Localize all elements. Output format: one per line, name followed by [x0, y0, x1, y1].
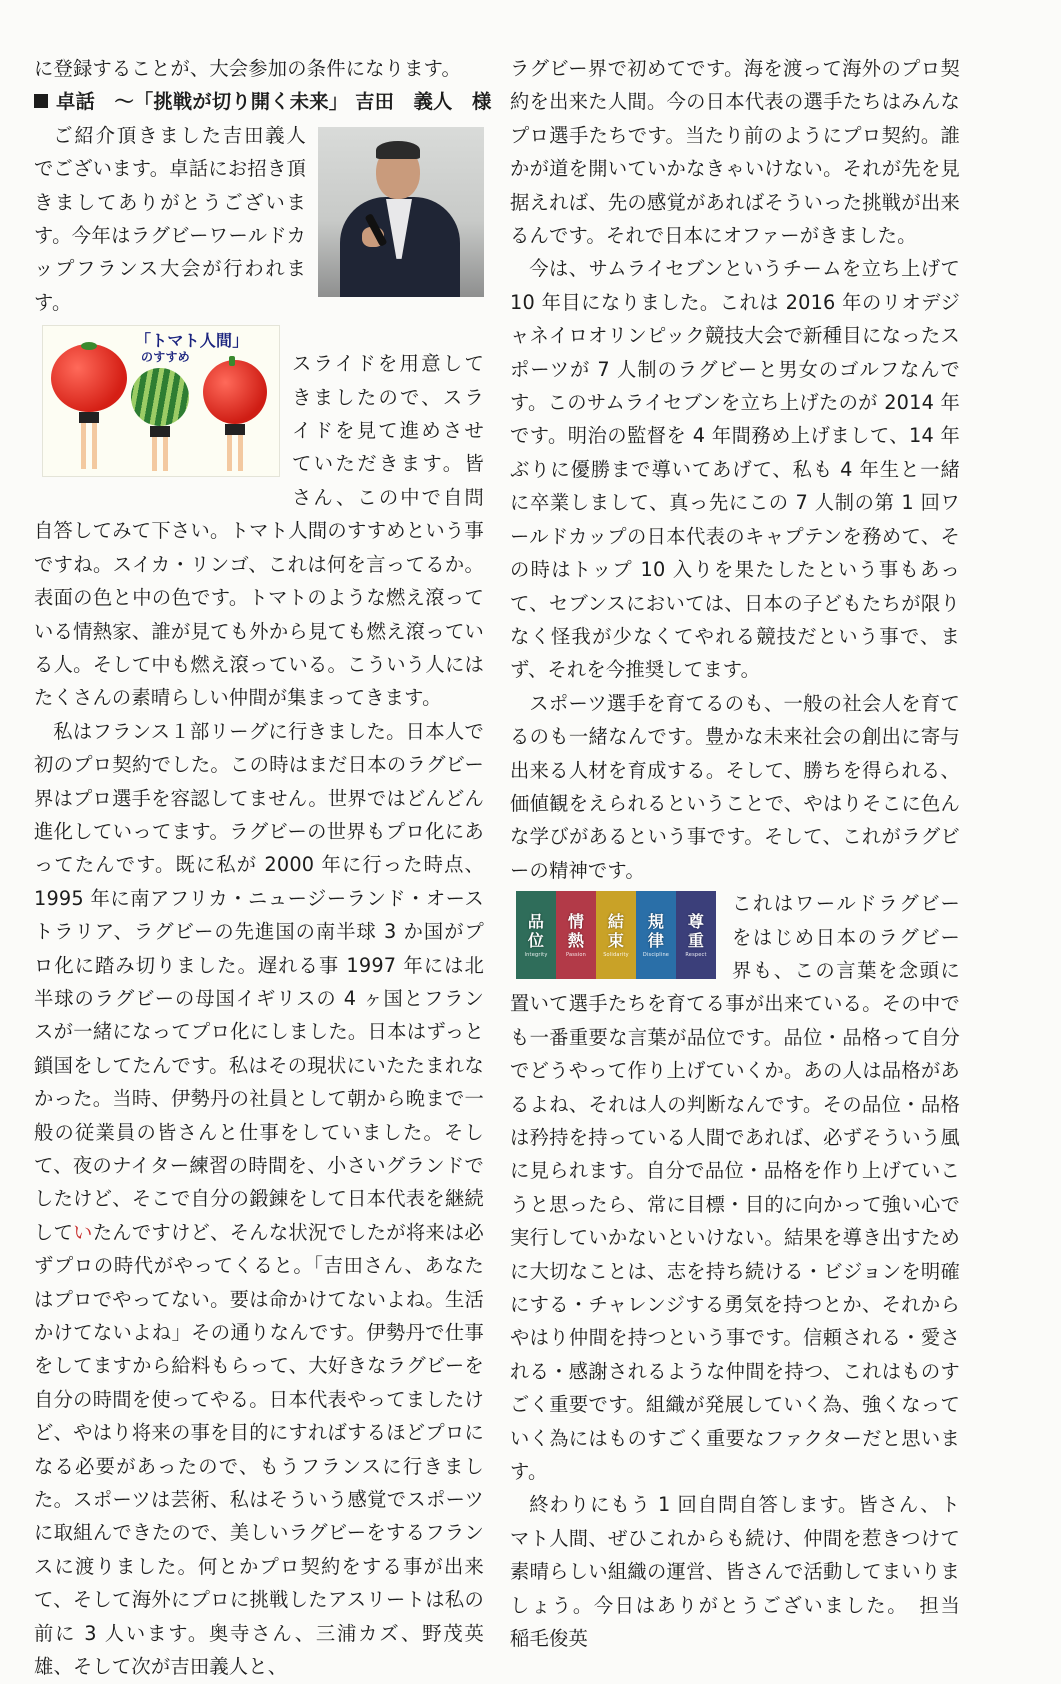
- right-paragraph-1: ラグビー界で初めてです。海を渡って海外のプロ契約を出来た人間。今の日本代表の選手たちはみんなプロ選手たちです。当たり前のようにプロ契約。誰かが道を開いていかなきゃいけない。それが先を見据えれば、先の感覚があればそういった挑戦が出来るんです。それで日本にオファーがきました。: [510, 57, 960, 248]
- left-paragraph-2: スライドを用意してきましたので、スライドを見て進めさせていただきます。皆さん、この中で自問自答してみて下さい。トマト人間のすすめという事ですね。スイカ・リンゴ、これは何を言ってるか。表面の色と中の色です。トマトのような燃え滾っている情熱家、誰が見ても外から見ても燃え滾っている人。そして中も燃え滾っている。こういう人にはたくさんの素晴らしい仲間が集まってきます。: [34, 352, 484, 710]
- value-solidarity: 結 束 Solidarity: [596, 891, 636, 979]
- left-paragraph-1: ご紹介頂きました吉田義人でございます。卓話にお招き頂きましてありがとうございます。今年はラグビーワールドカップフランス大会が行われます。: [34, 123, 306, 314]
- slide-subtitle: のすすめ: [141, 350, 190, 365]
- intro-line: に登録することが、大会参加の条件になります。: [34, 57, 462, 80]
- right-paragraph-4: これはワールドラグビーをはじめ日本のラグビー界も、この言葉を念頭に置いて選手たちを育てる事が出来ている。その中でも一番重要な言葉が品位です。品位・品格って自分でどうやって作り上げていくか。あの人は品格があるよね、それは人の判断なんです。その品位・品格は矜持を持っている人間であれば、必ずそういう風に見られます。自分で品位・品格を作り上げていこうと思ったら、常に目標・目的に向かって強い心で実行していかないといけない。結果を導き出すために大切なことは、志を持ち続ける・ビジョンを明確にする・チャレンジする勇気を持つとか、それからやはり仲間を持つという事です。信頼される・愛される・感謝されるような仲間を持つ、これはものすごく重要です。組織が発展していく為、強くなっていく為にはものすごく重要なファクターだと思います。: [510, 892, 960, 1484]
- right-paragraph-3: スポーツ選手を育てるのも、一般の社会人を育てるのも一緒なんです。豊かな未来社会の創出に寄与出来る人材を育成する。そして、勝ちを得られる、価値観をえられるということで、やはりそこに色んな学びがあるという事です。そして、これがラグビーの精神です。: [510, 691, 960, 882]
- value-discipline: 規 律 Discipline: [636, 891, 676, 979]
- right-paragraph-2: 今は、サムライセブンというチームを立ち上げて 10 年目になりました。これは 2016 年のリオデジャネイロオリンピック競技大会で新種目になったスポーツが 7 人制のラグビーと男女のゴルフなんです。このサムライセブンを立ち上げたのが 2014 年です。明治の監督を 4 年間務め上げまして、14 年ぶりに優勝まで導いてあげて、私も 4 年生と一緒に卒業しまして、真っ先にこの 7 人制の第 1 回ワールドカップの日本代表のキャプテンを務めて、その時はトップ 10 入りを果たしたという事もあって、セブンスにおいては、日本の子どもたちが限りなく怪我が少なくてやれる競技だという事で、まず、それを今推奨してます。: [510, 257, 960, 682]
- value-passion: 情 熱 Passion: [556, 891, 596, 979]
- right-paragraph-5: 終わりにもう 1 回自問自答します。皆さん、トマト人間、ぜひこれからも続け、仲間を惹きつけて素晴らしい組織の運営、皆さんで活動してまいりましょう。今日はありがとうございました。 担当 稲毛俊英: [510, 1493, 980, 1651]
- slide-title: 「トマト人間」: [135, 331, 249, 351]
- speech-heading: 卓話 ～「挑戦が切り開く未来」 吉田 義人 様: [34, 85, 484, 118]
- speaker-photo: [318, 127, 484, 297]
- value-respect: 尊 重 Respect: [676, 891, 716, 979]
- square-bullet-icon: [34, 94, 48, 108]
- tomato-human-slide: [42, 325, 280, 477]
- left-column: [34, 52, 492, 1684]
- left-paragraph-3: 私はフランス１部リーグに行きました。日本人で初のプロ契約でした。この時はまだ日本のラグビー界はプロ選手を容認してません。世界ではどんどん進化していってます。ラグビーの世界もプロ化にあってたんです。既に私が 2000 年に行った時点、1995 年に南アフリカ・ニュージーランド・オーストラリア、ラグビーの先進国の南半球 3 か国がプロ化に踏み切りました。遅れる事 1997 年には北半球のラグビーの母国イギリスの 4 ヶ国とフランスが一緒になってプロ化にしました。日本はずっと鎖国をしてたんです。私はその現状にいたたまれなかった。当時、伊勢丹の社員として朝から晩まで一般の従業員の皆さんと仕事をしていました。そして、夜のナイター練習の時間を、小さいグランドでしたけど、そこで自分の鍛錬をして日本代表を継続していたんですけど、そんな状況でしたが将来は必ずプロの時代がやってくると。「吉田さん、あなたはプロでやってない。要は命かけてないよね。生活かけてないよね」その通りなんです。伊勢丹で仕事をしてますから給料もらって、大好きなラグビーを自分の時間を使ってやる。日本代表やってましたけど、やはり将来の事を目的にすればするほどプロになる必要があったので、もうフランスに行きました。スポーツは芸術、私はそういう感覚でスポーツに取組んできたので、美しいラグビーをするフランスに渡りました。何とかプロ契約をする事が出来て、そして海外にプロに挑戦したアスリートは私の前に 3 人います。奥寺さん、三浦カズ、野茂英雄、そして次が吉田義人と、: [34, 719, 485, 1679]
- value-integrity: 品 位 Integrity: [516, 891, 556, 979]
- rugby-values-banner: [516, 891, 716, 979]
- right-column: [510, 52, 980, 1656]
